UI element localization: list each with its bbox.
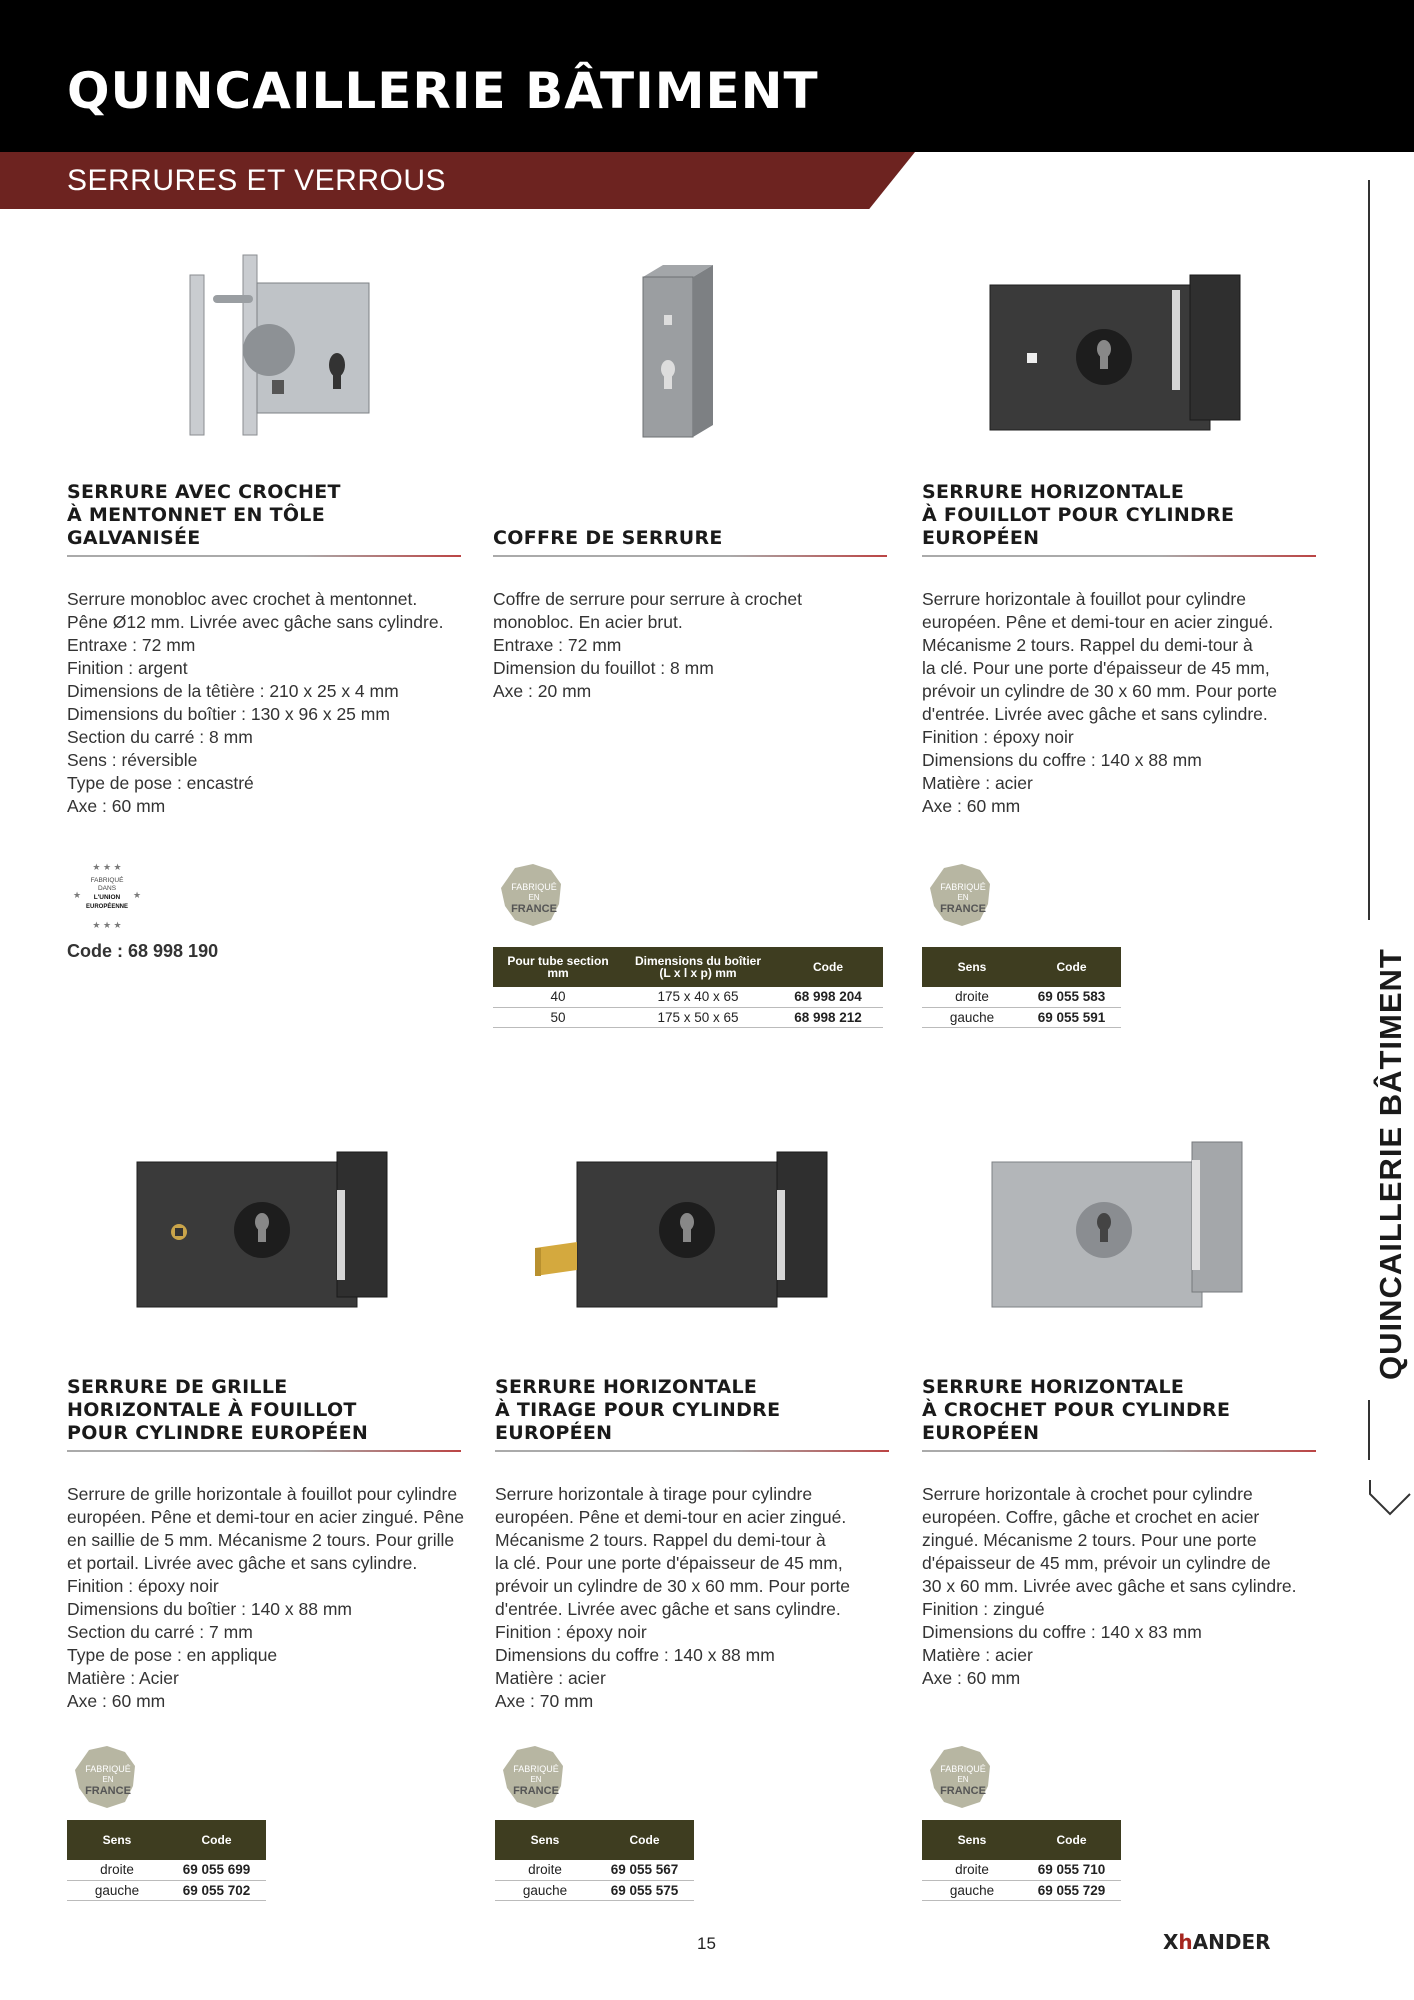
table-row: gauche 69 055 729 bbox=[922, 1880, 1121, 1900]
svg-text:EN: EN bbox=[957, 893, 969, 902]
black-horizontal-lock-icon bbox=[922, 235, 1316, 455]
product-description: Coffre de serrure pour serrure à crochet monobloc. En acier brut. Entraxe : 72 mm Dimension du fouillot : 8 mm Axe : 20 mm bbox=[493, 589, 802, 701]
side-divider bbox=[1368, 180, 1370, 1480]
france-made-badge-icon bbox=[922, 860, 1002, 930]
product-description: Serrure de grille horizontale à fouillot pour cylindre européen. Pêne et demi-tour en acier zingué. Pêne en saillie de 5 mm. Mécanisme 2 tours. Pour grille et portail. Livrée avec gâche et sans cylindre. Finition : époxy noir Dimensions du boîtier : 140 x 88 mm Section du carré : 7 mm Type de pose : en applique Matière : Acier Axe : 60 mm bbox=[67, 1484, 464, 1711]
product-title: SERRURE AVEC CROCHET À MENTONNET EN TÔLE GALVANISÉE bbox=[67, 481, 341, 549]
france-made-badge-icon bbox=[922, 1742, 1002, 1812]
table-header: Code bbox=[773, 947, 883, 987]
svg-text:★: ★ bbox=[133, 890, 142, 900]
table-header: Code bbox=[1022, 1820, 1121, 1860]
france-made-badge-icon bbox=[493, 860, 573, 930]
table-header: Sens bbox=[922, 1820, 1022, 1860]
svg-text:★ ★ ★: ★ ★ ★ bbox=[92, 862, 122, 872]
svg-text:FABRIQUÉ: FABRIQUÉ bbox=[940, 882, 986, 892]
svg-text:FRANCE: FRANCE bbox=[513, 1785, 559, 1797]
table-header: Sens bbox=[67, 1820, 167, 1860]
table-header: Code bbox=[1022, 947, 1121, 987]
title-rule bbox=[67, 1450, 461, 1452]
product-description: Serrure horizontale à tirage pour cylindre européen. Pêne et demi-tour en acier zingué. Mécanisme 2 tours. Rappel du demi-tour à la clé. Pour une porte d'épaisseur de 45 mm, prévoir un cylindre de 30 x 60 mm. Pour porte d'entrée. Livrée avec gâche et sans cylindre. Finition : époxy noir Dimensions du coffre : 140 x 88 mm Matière : acier Axe : 70 mm bbox=[495, 1484, 851, 1711]
svg-text:EN: EN bbox=[530, 1775, 542, 1784]
title-rule bbox=[922, 555, 1316, 557]
table-row: droite 69 055 567 bbox=[495, 1860, 694, 1880]
title-rule bbox=[493, 555, 887, 557]
page-number: 15 bbox=[697, 1934, 716, 1953]
product-table bbox=[922, 1820, 1121, 1901]
product-table bbox=[922, 947, 1121, 1028]
table-header: Code bbox=[167, 1820, 266, 1860]
svg-text:FABRIQUÉ: FABRIQUÉ bbox=[940, 1764, 986, 1774]
table-header: Pour tube section mm bbox=[493, 947, 623, 987]
eu-made-badge-icon bbox=[67, 860, 147, 930]
svg-text:EUROPÉENNE: EUROPÉENNE bbox=[85, 904, 129, 910]
svg-text:FABRIQUÉ: FABRIQUÉ bbox=[90, 877, 124, 884]
svg-text:FABRIQUÉ: FABRIQUÉ bbox=[511, 882, 557, 892]
product-title: SERRURE HORIZONTALE À TIRAGE POUR CYLINDRE EUROPÉEN bbox=[495, 1376, 781, 1444]
svg-text:FRANCE: FRANCE bbox=[85, 1785, 131, 1797]
svg-text:L'UNION: L'UNION bbox=[93, 894, 121, 901]
product-description: Serrure horizontale à fouillot pour cylindre européen. Pêne et demi-tour en acier zingué. Mécanisme 2 tours. Rappel du demi-tour à la clé. Pour une porte d'épaisseur de 45 mm, prévoir un cylindre de 30 x 60 mm. Pour porte d'entrée. Livrée avec gâche et sans cylindre. Finition : époxy noir Dimensions du coffre : 140 x 88 mm Matière : acier Axe : 60 mm bbox=[922, 589, 1278, 816]
side-section-label: QUINCAILLERIE BÂTIMENT bbox=[1373, 948, 1408, 1380]
black-grille-lock-icon bbox=[67, 1130, 461, 1350]
svg-text:EN: EN bbox=[957, 1775, 969, 1784]
france-made-badge-icon bbox=[495, 1742, 575, 1812]
chevron-down-icon bbox=[1368, 1480, 1414, 1520]
table-row: droite 69 055 710 bbox=[922, 1860, 1121, 1880]
svg-text:★ ★ ★: ★ ★ ★ bbox=[92, 920, 122, 930]
silver-hook-lock-icon bbox=[922, 1130, 1316, 1350]
product-table bbox=[493, 947, 883, 1028]
svg-text:FABRIQUÉ: FABRIQUÉ bbox=[85, 1764, 131, 1774]
product-code: Code : 68 998 190 bbox=[67, 941, 219, 961]
section-subtitle: SERRURES ET VERROUS bbox=[67, 164, 447, 197]
svg-text:FABRIQUÉ: FABRIQUÉ bbox=[513, 1764, 559, 1774]
svg-text:★: ★ bbox=[73, 890, 82, 900]
product-title: SERRURE HORIZONTALE À CROCHET POUR CYLINDRE EUROPÉEN bbox=[922, 1376, 1231, 1444]
title-rule bbox=[67, 555, 461, 557]
table-header: Sens bbox=[922, 947, 1022, 987]
hook-lock-galvanized-icon bbox=[67, 235, 461, 455]
product-title: SERRURE DE GRILLE HORIZONTALE À FOUILLOT POUR CYLINDRE EUROPÉEN bbox=[67, 1376, 369, 1444]
product-description: Serrure monobloc avec crochet à mentonnet. Pêne Ø12 mm. Livrée avec gâche sans cylindre. Entraxe : 72 mm Finition : argent Dimensions de la têtière : 210 x 25 x 4 mm Dimensions du boîtier : 130 x 96 x 25 mm Section du carré : 8 mm Sens : réversible Type de pose : encastré Axe : 60 mm bbox=[67, 589, 444, 816]
svg-text:FRANCE: FRANCE bbox=[940, 1785, 986, 1797]
product-description: Serrure horizontale à crochet pour cylindre européen. Coffre, gâche et crochet en acier zingué. Mécanisme 2 tours. Pour une porte d'épaisseur de 45 mm, prévoir un cylindre de 30 x 60 mm. Livrée avec gâche et sans cylindre. Finition : zingué Dimensions du coffre : 140 x 83 mm Matière : acier Axe : 60 mm bbox=[922, 1484, 1297, 1688]
table-row: gauche 69 055 575 bbox=[495, 1880, 694, 1900]
table-header: Sens bbox=[495, 1820, 595, 1860]
title-rule bbox=[495, 1450, 889, 1452]
svg-text:FRANCE: FRANCE bbox=[940, 903, 986, 915]
product-table bbox=[495, 1820, 694, 1901]
product-table bbox=[67, 1820, 266, 1901]
table-header: Dimensions du boîtier (L x l x p) mm bbox=[623, 947, 773, 987]
svg-text:EN: EN bbox=[528, 893, 540, 902]
table-header: Code bbox=[595, 1820, 694, 1860]
svg-text:EN: EN bbox=[102, 1775, 114, 1784]
france-made-badge-icon bbox=[67, 1742, 147, 1812]
table-row: gauche 69 055 591 bbox=[922, 1007, 1121, 1027]
product-title: COFFRE DE SERRURE bbox=[493, 527, 723, 549]
black-pull-lock-icon bbox=[495, 1130, 889, 1350]
table-row: 50 175 x 50 x 65 68 998 212 bbox=[493, 1007, 883, 1027]
table-row: gauche 69 055 702 bbox=[67, 1880, 266, 1900]
svg-text:FRANCE: FRANCE bbox=[511, 903, 557, 915]
table-row: droite 69 055 699 bbox=[67, 1860, 266, 1880]
page-title: QUINCAILLERIE BÂTIMENT bbox=[67, 62, 819, 120]
product-title: SERRURE HORIZONTALE À FOUILLOT POUR CYLINDRE EUROPÉEN bbox=[922, 481, 1235, 549]
table-row: droite 69 055 583 bbox=[922, 987, 1121, 1007]
table-row: 40 175 x 40 x 65 68 998 204 bbox=[493, 987, 883, 1007]
brand-logo: XhANDER bbox=[1163, 1930, 1271, 1954]
svg-text:DANS: DANS bbox=[97, 885, 117, 892]
title-rule bbox=[922, 1450, 1316, 1452]
lock-box-icon bbox=[493, 235, 887, 455]
